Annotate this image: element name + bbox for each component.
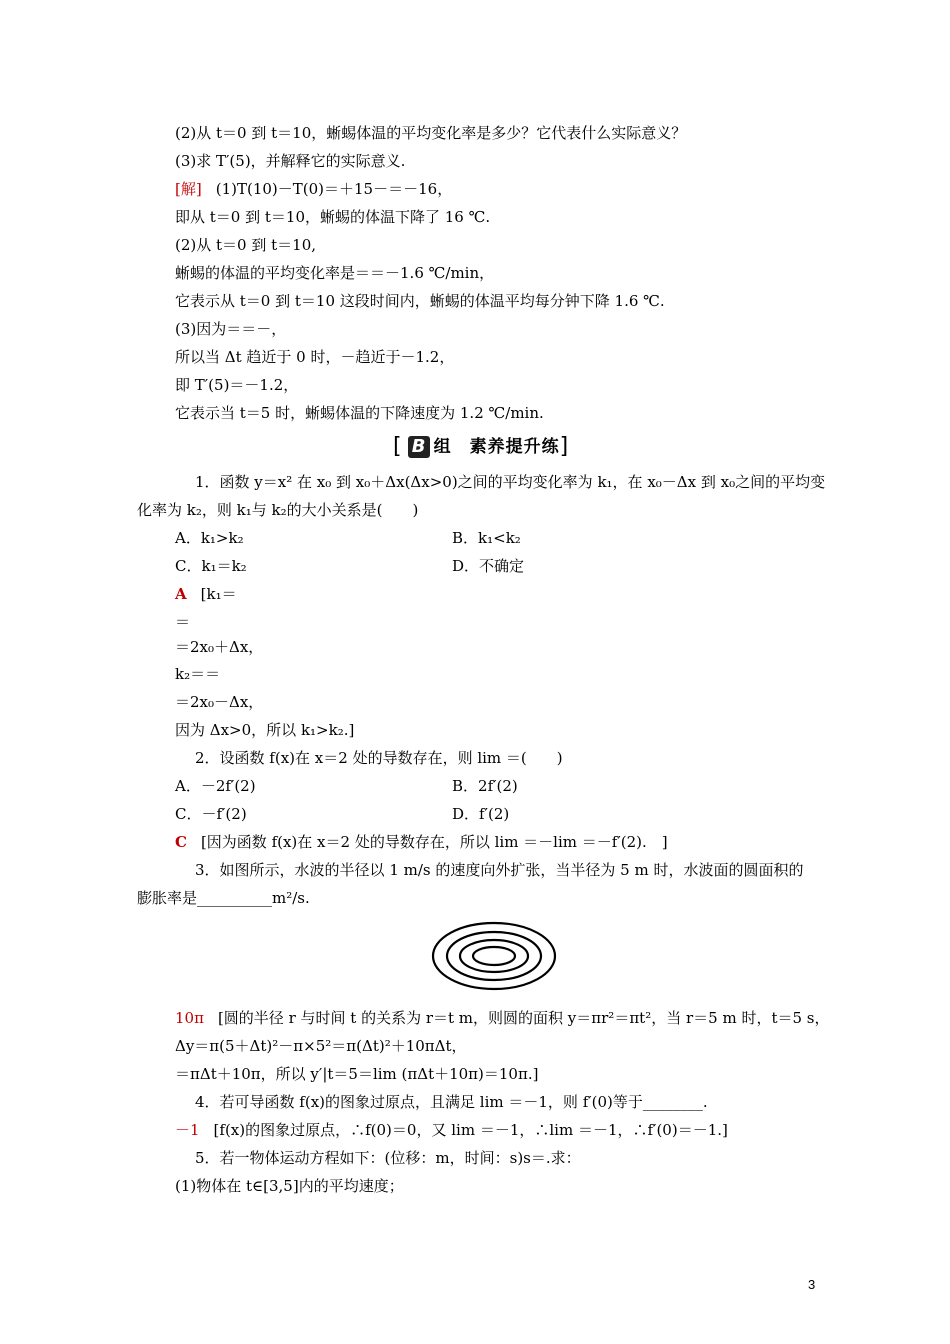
q1-stem: 化率为 k₂，则 k₁与 k₂的大小关系是( )	[137, 501, 419, 519]
q4-answer: －1	[175, 1121, 200, 1139]
text-line: 即 T′(5)＝－1.2，	[175, 376, 299, 394]
text-line: (2)从 t＝0 到 t＝10,	[175, 236, 317, 254]
q2-option-c: C．－f′(2)	[175, 805, 247, 823]
q3-solution-line: ＝πΔt＋10π，所以 y′|t＝5＝lim (πΔt＋10π)＝10π.]	[175, 1065, 539, 1083]
q2-option-a: A．－2f′(2)	[175, 777, 256, 795]
solution-line	[175, 179, 452, 199]
q1-answer: A	[175, 585, 187, 603]
q2-option-d: D．f′(2)	[452, 805, 510, 823]
q4-solution	[175, 1120, 728, 1140]
text-line: 即从 t＝0 到 t＝10，蜥蜴的体温下降了 16 ℃.	[175, 208, 491, 226]
q1-option-a: A．k₁>k₂	[175, 529, 244, 547]
text-line: 它表示当 t＝5 时，蜥蜴体温的下降速度为 1.2 ℃/min.	[175, 404, 544, 422]
q5-stem: 5．若一物体运动方程如下：(位移：m，时间：s)s＝.求：	[195, 1149, 581, 1167]
q2-stem: 2．设函数 f(x)在 x＝2 处的导数存在，则 lim ＝( )	[195, 749, 563, 767]
q3-solution-line: Δy＝π(5＋Δt)²－π×5²＝π(Δt)²＋10πΔt，	[175, 1037, 467, 1055]
q1-stem: 1．函数 y＝x² 在 x₀ 到 x₀＋Δx(Δx>0)之间的平均变化率为 k₁，在 x₀－Δx 到 x₀之间的平均变	[195, 473, 826, 491]
q1-option-d: D．不确定	[452, 557, 525, 575]
q1-solution	[175, 584, 237, 604]
heading-right-bracket: ]	[559, 434, 569, 459]
q5-subquestion: (1)物体在 t∈[3,5]内的平均速度；	[175, 1177, 404, 1195]
heading-left-bracket: [	[393, 434, 402, 459]
q2-solution	[175, 832, 668, 852]
solution-label: [解]	[175, 180, 202, 198]
water-wave-circles-figure	[430, 920, 558, 992]
wave-circle-inner	[473, 947, 515, 965]
q2-option-b: B．2f′(2)	[452, 777, 518, 795]
q1-solution-line: ＝	[175, 613, 191, 631]
q1-option-b: B．k₁<k₂	[452, 529, 521, 547]
q4-solution-text: [f(x)的图象过原点，∴f(0)＝0，又 lim ＝－1，∴lim ＝－1，∴f′(0)＝－1.]	[213, 1121, 728, 1139]
text-line: 蜥蜴的体温的平均变化率是＝＝－1.6 ℃/min，	[175, 264, 495, 282]
q2-answer: C	[175, 833, 187, 851]
solution-text: (1)T(10)－T(0)＝＋15－＝－16，	[215, 180, 453, 198]
q1-solution-line: ＝2x₀＋Δx，	[175, 638, 264, 656]
q3-stem: 膨胀率是__________m²/s.	[137, 889, 310, 907]
text-line: (3)求 T′(5)，并解释它的实际意义.	[175, 152, 406, 170]
q3-solution	[175, 1008, 830, 1028]
page-number: 3	[808, 1277, 816, 1292]
q1-solution-text: [k₁＝	[200, 585, 237, 603]
q1-solution-line: ＝2x₀－Δx，	[175, 693, 264, 711]
q3-stem: 3．如图所示，水波的半径以 1 m/s 的速度向外扩张，当半径为 5 m 时，水波面的圆面积的	[195, 861, 804, 879]
q4-stem: 4．若可导函数 f(x)的图象过原点，且满足 lim ＝－1，则 f′(0)等于________.	[195, 1093, 708, 1111]
heading-text: 组 素养提升练	[433, 437, 560, 457]
text-line: (2)从 t＝0 到 t＝10，蜥蜴体温的平均变化率是多少？它代表什么实际意义？	[175, 124, 687, 142]
q2-solution-text: [因为函数 f(x)在 x＝2 处的导数存在，所以 lim ＝－lim ＝－f′(2). ]	[200, 833, 668, 851]
q1-solution-line: 因为 Δx>0，所以 k₁>k₂.]	[175, 721, 355, 739]
group-badge: B	[408, 436, 430, 458]
text-line: 它表示从 t＝0 到 t＝10 这段时间内，蜥蜴的体温平均每分钟下降 1.6 ℃.	[175, 292, 665, 310]
q1-solution-line: k₂＝＝	[175, 665, 221, 683]
q3-solution-text: [圆的半径 r 与时间 t 的关系为 r＝t m，则圆的面积 y＝πr²＝πt²，当 r＝5 m 时，t＝5 s，	[217, 1009, 830, 1027]
text-line: (3)因为＝＝－，	[175, 320, 287, 338]
q1-option-c: C．k₁＝k₂	[175, 557, 247, 575]
section-heading	[393, 433, 593, 461]
wave-circle	[460, 940, 528, 972]
q3-answer: 10π	[175, 1009, 204, 1027]
text-line: 所以当 Δt 趋近于 0 时，－趋近于－1.2，	[175, 348, 455, 366]
